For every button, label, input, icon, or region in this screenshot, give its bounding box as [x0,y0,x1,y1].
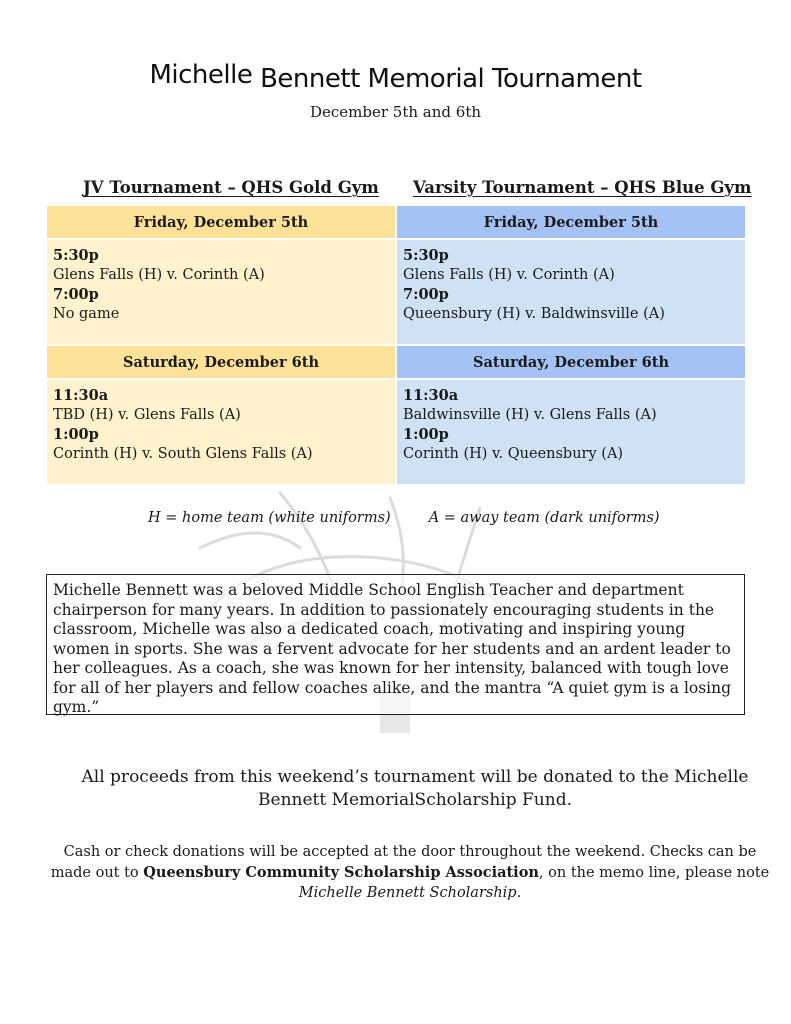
game-time: 5:30p [403,247,449,264]
payee-name: Queensbury Community Scholarship Association [143,863,539,881]
uniform-legend [148,510,660,526]
game-matchup: TBD (H) v. Glens Falls (A) [53,406,241,423]
memorial-bio-box: Michelle Bennett was a beloved Middle School English Teacher and department chairperson for many years. In addition to passionately encouraging students in the classroom, Michelle was also a dedicated coach, motivating and inspiring young women in sports. She was a fervent advocate for her students and an ardent leader to her colleagues. As a coach, she was known for her intensity, balanced with tough love for all of her players and fellow coaches alike, and the mantra “A quiet gym is a losing gym.” [46,574,745,715]
game-matchup: Corinth (H) v. Queensbury (A) [403,445,624,462]
game-time: 7:00p [53,286,99,303]
proceeds-line-1: All proceeds from this weekend’s tournament will be donated to the Michelle [81,767,749,787]
game-matchup: Corinth (H) v. South Glens Falls (A) [53,445,313,462]
game-matchup: Glens Falls (H) v. Corinth (A) [403,266,615,283]
jv-friday-header: Friday, December 5th [47,206,395,238]
title-rest: Bennett Memorial Tournament [260,64,642,94]
game-time: 7:00p [403,286,449,303]
jv-friday-games [47,238,395,344]
game-matchup: Glens Falls (H) v. Corinth (A) [53,266,265,283]
legend-away: A = away team (dark uniforms) [428,510,660,526]
donation-line-1: Cash or check donations will be accepted at the door throughout the weekend. Checks can be [63,844,757,860]
varsity-saturday-games [395,378,745,484]
page-title [0,60,791,94]
varsity-saturday-header-cell [395,344,745,378]
legend-home: H = home team (white uniforms) [148,510,391,526]
jv-saturday-header-cell [47,344,395,378]
donation-line-2-prefix: made out to [50,864,144,881]
game-matchup: Baldwinsville (H) v. Glens Falls (A) [403,406,657,423]
game-time: 11:30a [53,387,109,404]
jv-friday-header-cell [47,206,395,238]
varsity-saturday-header: Saturday, December 6th [397,346,745,378]
schedule-table [47,206,745,484]
jv-tournament-heading: JV Tournament – QHS Gold Gym [83,178,379,197]
memo-note: Michelle Bennett Scholarship. [298,885,522,901]
varsity-friday-header: Friday, December 5th [397,206,745,238]
donation-line-2-suffix: , on the memo line, please note [538,864,770,881]
game-matchup: Queensbury (H) v. Baldwinsville (A) [403,305,665,322]
game-time: 1:00p [403,426,449,443]
page-subtitle: December 5th and 6th [309,103,482,121]
varsity-friday-games [395,238,745,344]
game-matchup: No game [53,305,120,322]
jv-saturday-games [47,378,395,484]
varsity-tournament-heading: Varsity Tournament – QHS Blue Gym [413,178,752,197]
game-time: 5:30p [53,247,99,264]
game-time: 1:00p [53,426,99,443]
varsity-friday-header-cell [395,206,745,238]
proceeds-notice [60,766,770,812]
jv-saturday-header: Saturday, December 6th [47,346,395,378]
title-first-word: Michelle [149,60,253,90]
donation-line-2 [40,863,780,884]
game-time: 11:30a [403,387,459,404]
proceeds-line-2: Bennett MemorialScholarship Fund. [258,790,572,810]
donation-instructions [40,842,780,904]
